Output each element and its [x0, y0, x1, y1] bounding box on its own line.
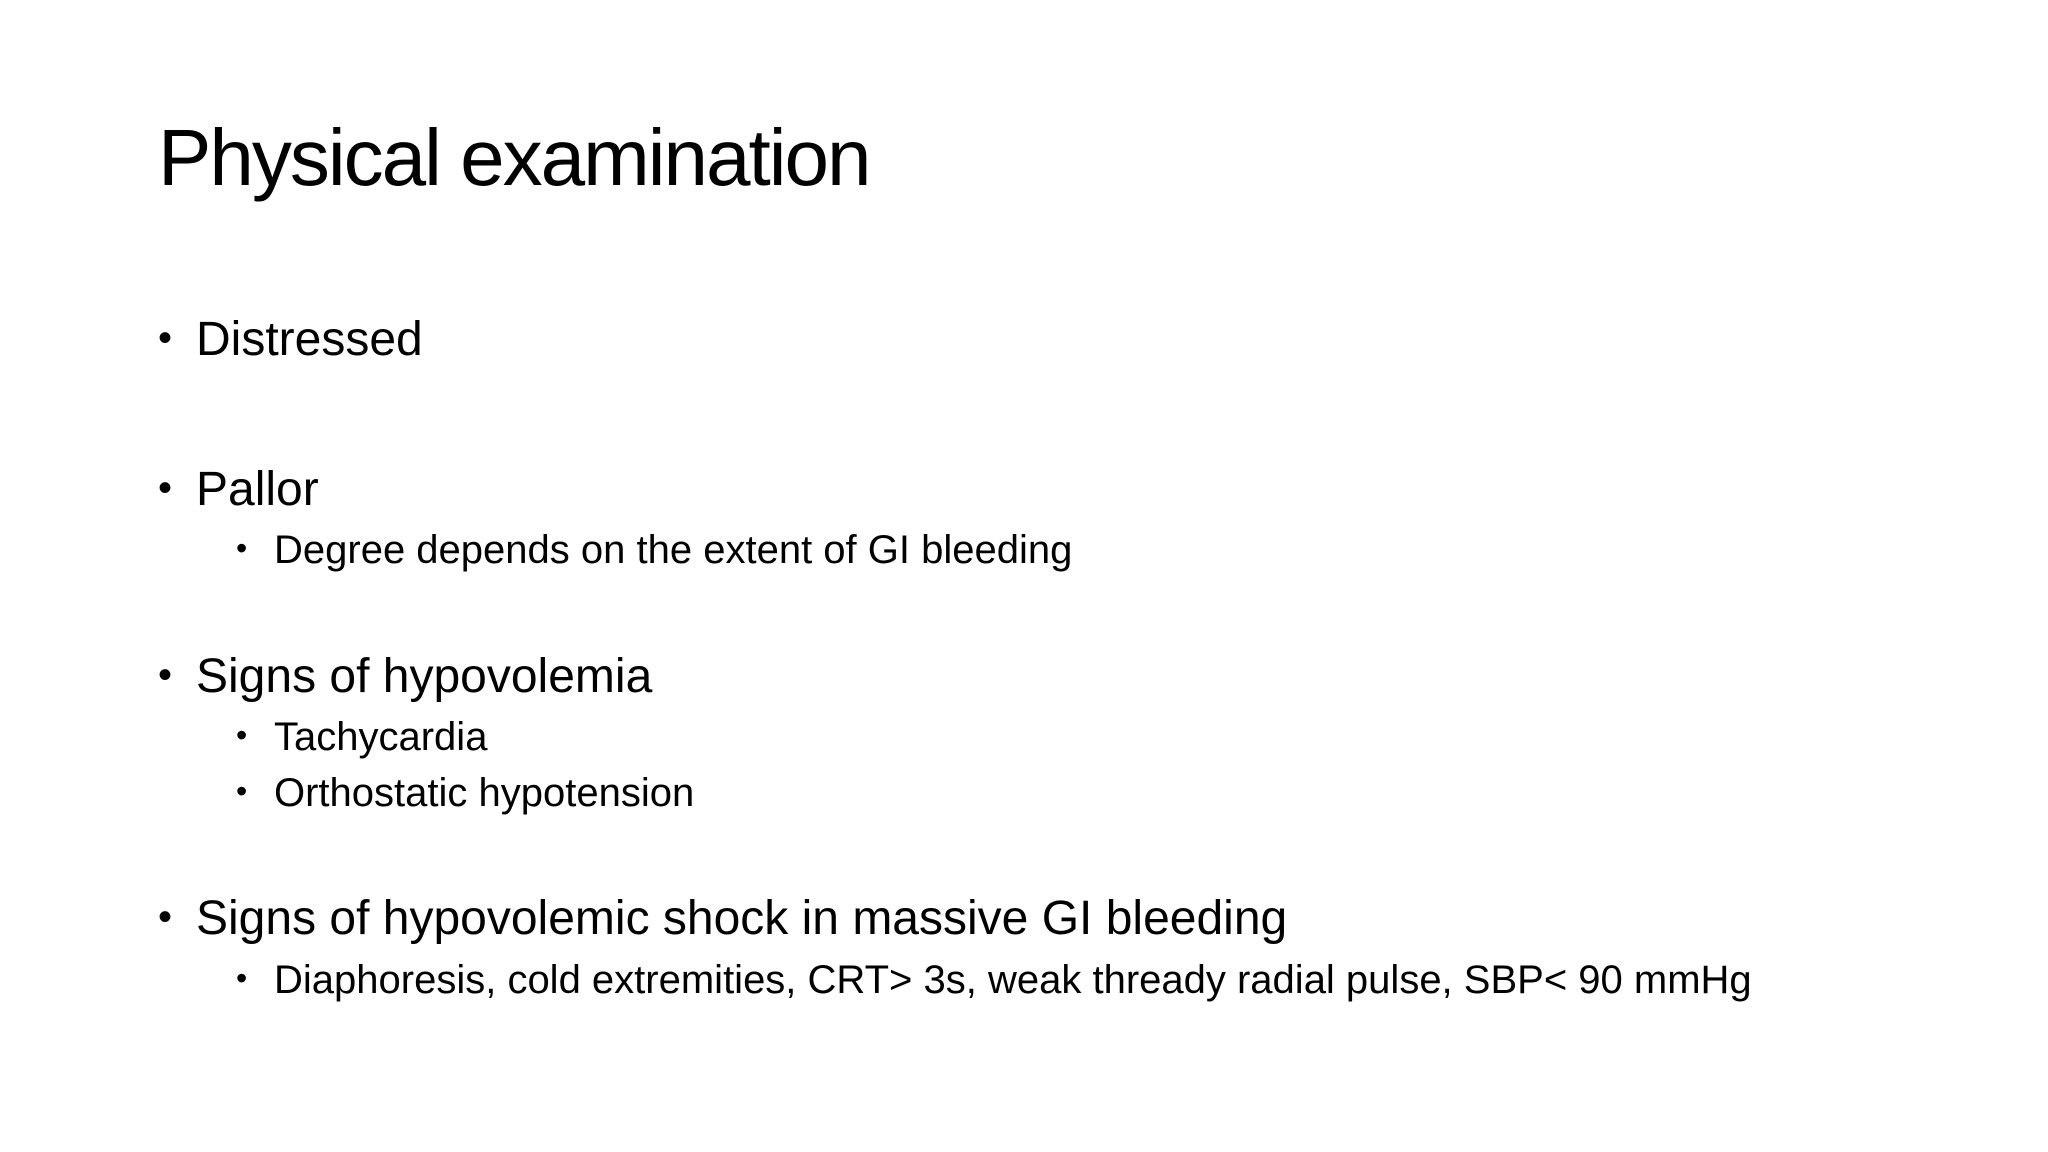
bullet-icon: •	[158, 316, 173, 360]
sub-bullet-item-orthostatic	[236, 773, 694, 813]
sub-bullet-item-tachycardia	[236, 717, 487, 757]
bullet-item-distressed	[158, 313, 423, 366]
bullet-icon: •	[158, 653, 173, 697]
bullet-text: Signs of hypovolemic shock in massive GI bleeding	[196, 892, 1288, 945]
bullet-item-hypovolemia	[158, 650, 653, 703]
bullet-item-pallor	[158, 463, 319, 516]
sub-bullet-icon: •	[236, 717, 248, 753]
bullet-text: Distressed	[196, 313, 423, 366]
bullet-icon: •	[158, 895, 173, 939]
bullet-text: Pallor	[196, 463, 319, 516]
sub-bullet-text: Orthostatic hypotension	[274, 771, 695, 815]
sub-bullet-text: Degree depends on the extent of GI bleeding	[274, 528, 1073, 572]
sub-bullet-text: Diaphoresis, cold extremities, CRT> 3s, weak thready radial pulse, SBP< 90 mmHg	[274, 958, 1752, 1002]
sub-bullet-icon: •	[236, 960, 248, 996]
sub-bullet-icon: •	[236, 773, 248, 809]
sub-bullet-item-diaphoresis	[236, 960, 1752, 1000]
bullet-text: Signs of hypovolemia	[196, 650, 653, 703]
bullet-list	[158, 0, 2008, 1152]
sub-bullet-text: Tachycardia	[274, 715, 488, 759]
bullet-item-shock	[158, 892, 1288, 945]
slide-title: Physical examination	[158, 113, 870, 202]
sub-bullet-item-degree	[236, 530, 1072, 570]
sub-bullet-icon: •	[236, 530, 248, 566]
bullet-icon: •	[158, 466, 173, 510]
